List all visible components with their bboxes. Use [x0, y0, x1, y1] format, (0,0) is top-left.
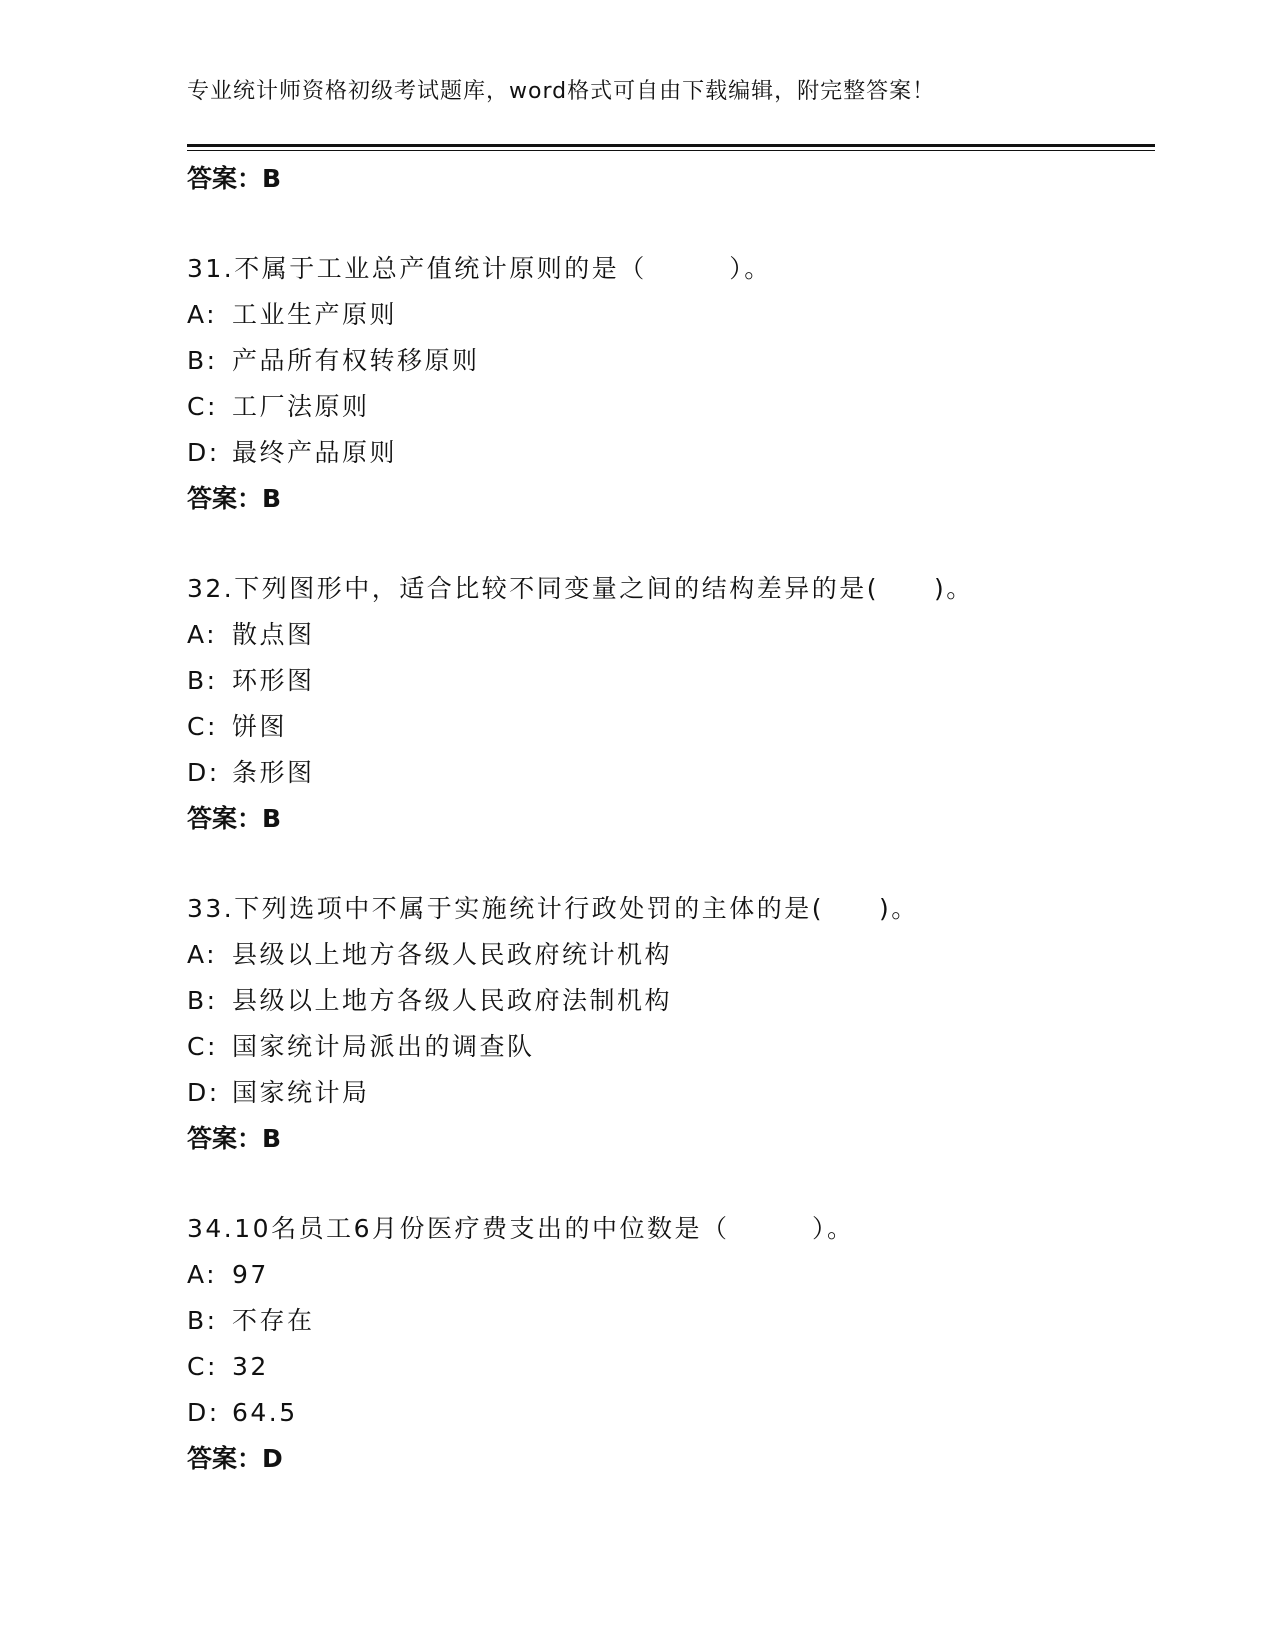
option-text: 32 [232, 1352, 269, 1381]
option-letter: C: [187, 1032, 218, 1061]
answer-line: 答案：B [187, 804, 282, 833]
option-a [187, 1252, 1155, 1298]
question-stem: 32.下列图形中，适合比较不同变量之间的结构差异的是( )。 [187, 574, 974, 603]
option-text: 国家统计局 [232, 1078, 370, 1107]
option-letter: A: [187, 620, 218, 649]
question-32 [187, 566, 1155, 842]
option-letter: A: [187, 1260, 218, 1289]
option-a [187, 292, 1155, 338]
option-letter: B: [187, 666, 218, 695]
option-text: 64.5 [232, 1398, 298, 1427]
option-letter: A: [187, 940, 218, 969]
option-d [187, 750, 1155, 796]
option-a [187, 932, 1155, 978]
option-text: 产品所有权转移原则 [232, 346, 480, 375]
option-c [187, 1024, 1155, 1070]
option-text: 环形图 [232, 666, 315, 695]
option-text: 县级以上地方各级人民政府法制机构 [232, 986, 673, 1015]
option-text: 县级以上地方各级人民政府统计机构 [232, 940, 673, 969]
option-c [187, 384, 1155, 430]
option-letter: D: [187, 438, 220, 467]
option-text: 97 [232, 1260, 269, 1289]
option-d [187, 430, 1155, 476]
answer-line: 答案：D [187, 1444, 283, 1473]
option-c [187, 704, 1155, 750]
option-d [187, 1070, 1155, 1116]
question-stem: 34.10名员工6月份医疗费支出的中位数是（ ）。 [187, 1214, 855, 1243]
option-b [187, 1298, 1155, 1344]
question-31 [187, 246, 1155, 522]
option-letter: D: [187, 1398, 220, 1427]
option-letter: A: [187, 300, 218, 329]
question-stem: 33.下列选项中不属于实施统计行政处罚的主体的是( )。 [187, 894, 919, 923]
option-text: 条形图 [232, 758, 315, 787]
option-text: 饼图 [232, 712, 288, 741]
page-header: 专业统计师资格初级考试题库，word格式可自由下载编辑，附完整答案！ [187, 79, 936, 104]
option-b [187, 978, 1155, 1024]
option-text: 不存在 [232, 1306, 315, 1335]
option-text: 国家统计局派出的调查队 [232, 1032, 535, 1061]
option-text: 工业生产原则 [232, 300, 398, 329]
option-letter: B: [187, 986, 218, 1015]
option-a [187, 612, 1155, 658]
header-rule-thick [187, 144, 1155, 147]
option-letter: D: [187, 1078, 220, 1107]
answer-line: 答案：B [187, 484, 282, 513]
header-rule-thin [187, 150, 1155, 151]
question-33 [187, 886, 1155, 1162]
option-letter: C: [187, 712, 218, 741]
option-letter: C: [187, 392, 218, 421]
option-b [187, 338, 1155, 384]
option-text: 散点图 [232, 620, 315, 649]
option-text: 最终产品原则 [232, 438, 398, 467]
question-34 [187, 1206, 1155, 1482]
question-stem: 31.不属于工业总产值统计原则的是（ ）。 [187, 254, 772, 283]
option-letter: B: [187, 346, 218, 375]
option-d [187, 1390, 1155, 1436]
option-text: 工厂法原则 [232, 392, 370, 421]
option-letter: B: [187, 1306, 218, 1335]
option-b [187, 658, 1155, 704]
option-letter: C: [187, 1352, 218, 1381]
exam-content [187, 156, 1155, 1482]
answer-line: 答案：B [187, 1124, 282, 1153]
answer-line: 答案：B [187, 164, 282, 193]
option-letter: D: [187, 758, 220, 787]
option-c [187, 1344, 1155, 1390]
